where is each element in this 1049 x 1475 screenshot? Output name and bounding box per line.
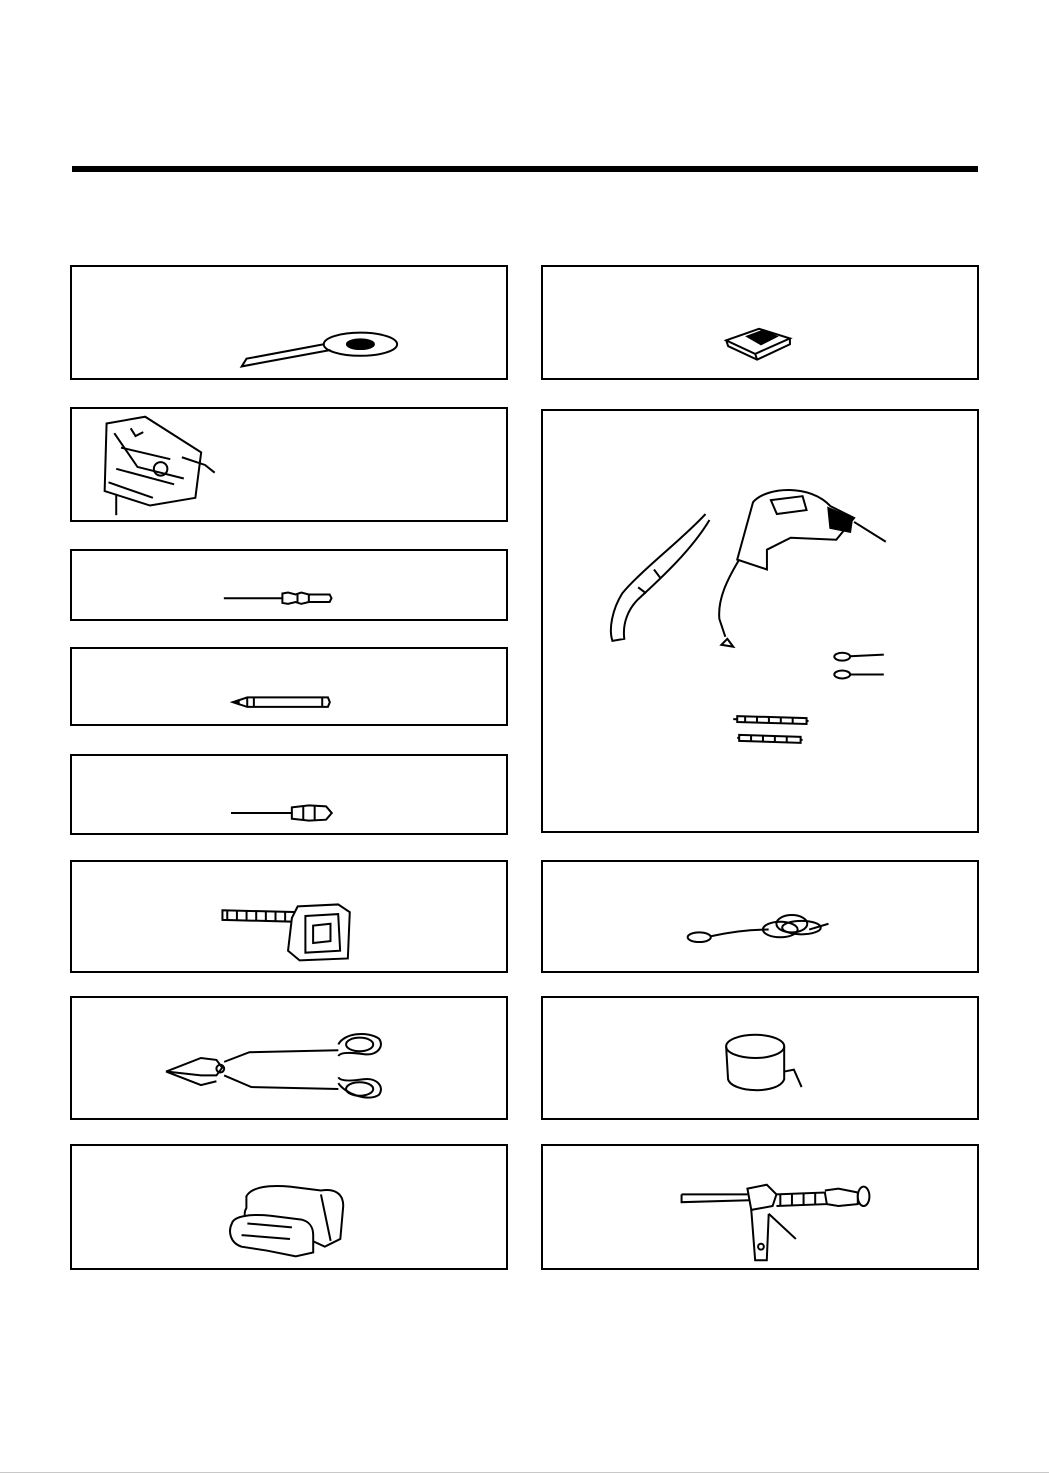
work-gloves-icon: [72, 1146, 506, 1268]
tool-box-pencil: [70, 647, 508, 726]
tool-box-caulking-gun: [541, 1144, 979, 1270]
tool-box-plumb-bob: [541, 860, 979, 973]
tape-measure-icon: [72, 862, 506, 971]
caulking-gun-icon: [543, 1146, 977, 1268]
staple-gun-icon: [72, 409, 506, 520]
putty-pack-icon: [543, 267, 977, 378]
pencil-icon: [72, 649, 506, 724]
header-rule: [72, 166, 978, 172]
tool-box-electric-drill: [541, 409, 979, 833]
footer-rule: [0, 1472, 1049, 1473]
strap-band-roll-icon: [543, 998, 977, 1118]
tool-box-strap-band: [541, 996, 979, 1120]
phillips-screwdriver-icon: [72, 756, 506, 833]
tool-box-phillips-screwdriver: [70, 754, 508, 835]
tool-box-putty: [541, 265, 979, 380]
tool-box-staple-gun: [70, 407, 508, 522]
tool-box-work-gloves: [70, 1144, 508, 1270]
flat-screwdriver-icon: [72, 551, 506, 619]
tool-box-vinyl-tape: [70, 265, 508, 380]
tin-snips-icon: [72, 998, 506, 1118]
tool-box-flat-screwdriver: [70, 549, 508, 621]
plumb-bob-icon: [543, 862, 977, 971]
tool-box-tape-measure: [70, 860, 508, 973]
vinyl-tape-roll-icon: [72, 267, 506, 378]
tool-box-tin-snips: [70, 996, 508, 1120]
electric-drill-icon: [543, 411, 977, 831]
